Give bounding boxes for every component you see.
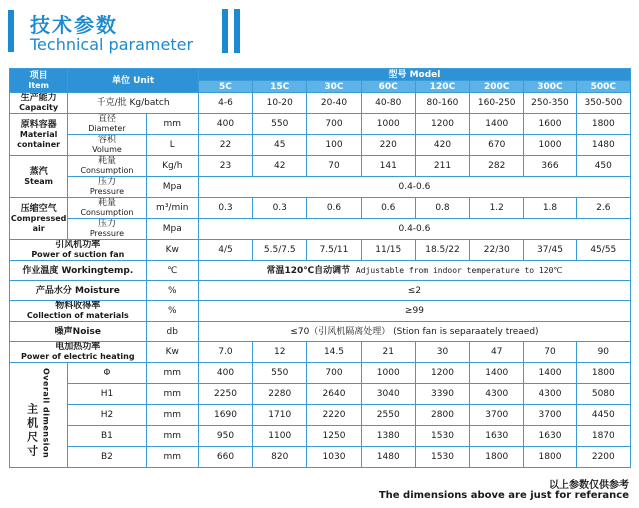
value-cell: 550 xyxy=(253,363,307,384)
noise-label: 噪声Noise xyxy=(10,322,147,342)
value-cell: 7.0 xyxy=(198,342,252,363)
value-cell: 160-250 xyxy=(470,93,524,114)
steam-pressure-row xyxy=(10,177,631,198)
unit-cell: % xyxy=(146,281,198,301)
value-cell: 10-20 xyxy=(253,93,307,114)
value-cell: 1800 xyxy=(576,114,630,135)
value-cell: 3040 xyxy=(361,384,415,405)
value-cell: 14.5 xyxy=(307,342,361,363)
value-cell: 11/15 xyxy=(361,240,415,261)
value-cell: 2200 xyxy=(576,447,630,468)
unit-cell: db xyxy=(146,322,198,342)
value-cell: 550 xyxy=(253,114,307,135)
value-cell: 1030 xyxy=(307,447,361,468)
value-cell: 5080 xyxy=(576,384,630,405)
value-cell: ≤2 xyxy=(198,281,630,301)
value-cell: 40-80 xyxy=(361,93,415,114)
dimension-name: B1 xyxy=(68,426,146,447)
dimension-name: Φ xyxy=(68,363,146,384)
value-cell: 20-40 xyxy=(307,93,361,114)
model-name: 200C xyxy=(470,81,524,93)
electric-heating-label: 电加热功率 Power of electric heating xyxy=(10,342,147,363)
pressure-label: 压力 Pressure xyxy=(68,219,146,240)
dimension-row xyxy=(10,426,631,447)
moisture-label: 产品水分 Moisture xyxy=(10,281,147,301)
value-cell: 1630 xyxy=(524,426,576,447)
model-name: 120C xyxy=(415,81,469,93)
model-name: 15C xyxy=(253,81,307,93)
value-cell: 1480 xyxy=(576,135,630,156)
value-cell: 420 xyxy=(415,135,469,156)
value-cell: 1000 xyxy=(524,135,576,156)
unit-cell: Kw xyxy=(146,342,198,363)
value-cell: 2250 xyxy=(198,384,252,405)
value-cell: 1200 xyxy=(415,114,469,135)
moisture-row xyxy=(10,281,631,301)
value-cell: 700 xyxy=(307,363,361,384)
value-cell: 1400 xyxy=(470,363,524,384)
value-cell: 950 xyxy=(198,426,252,447)
value-cell: 366 xyxy=(524,156,576,177)
value-cell: 42 xyxy=(253,156,307,177)
value-cell: 4-6 xyxy=(198,93,252,114)
value-cell: 1250 xyxy=(307,426,361,447)
volume-row xyxy=(10,135,631,156)
dimension-name: H1 xyxy=(68,384,146,405)
value-cell: 700 xyxy=(307,114,361,135)
value-cell: 1600 xyxy=(524,114,576,135)
value-cell: 1870 xyxy=(576,426,630,447)
value-cell: 250-350 xyxy=(524,93,576,114)
working-temp-row xyxy=(10,261,631,281)
value-cell: ≥99 xyxy=(198,301,630,322)
model-name: 500C xyxy=(576,81,630,93)
value-cell: 100 xyxy=(307,135,361,156)
footer-note-en: The dimensions above are just for referance xyxy=(378,490,629,501)
value-cell: 4300 xyxy=(470,384,524,405)
suction-fan-row xyxy=(10,240,631,261)
value-cell: 1710 xyxy=(253,405,307,426)
value-cell: 3700 xyxy=(470,405,524,426)
model-name: 60C xyxy=(361,81,415,93)
unit-cell: mm xyxy=(146,384,198,405)
value-cell: 45/55 xyxy=(576,240,630,261)
unit-cell: mm xyxy=(146,363,198,384)
value-cell: 2220 xyxy=(307,405,361,426)
capacity-label: 生产能力 Capacity xyxy=(10,93,68,114)
value-cell: 1400 xyxy=(470,114,524,135)
unit-cell: m³/min xyxy=(146,198,198,219)
value-cell: 0.3 xyxy=(198,198,252,219)
consumption-label: 耗量 Consumption xyxy=(68,156,146,177)
value-cell: 1400 xyxy=(524,363,576,384)
dimension-row xyxy=(10,363,631,384)
value-cell: 0.4-0.6 xyxy=(198,177,630,198)
electric-heating-row xyxy=(10,342,631,363)
value-cell: 1630 xyxy=(470,426,524,447)
value-cell: 211 xyxy=(415,156,469,177)
unit-cell: mm xyxy=(146,447,198,468)
unit-cell: mm xyxy=(146,114,198,135)
value-cell: 2800 xyxy=(415,405,469,426)
value-cell: 4300 xyxy=(524,384,576,405)
value-cell: 2.6 xyxy=(576,198,630,219)
page-header xyxy=(0,0,639,64)
value-cell: 47 xyxy=(470,342,524,363)
collection-row xyxy=(10,301,631,322)
value-cell: 4/5 xyxy=(198,240,252,261)
item-header-cell: 项目 Item xyxy=(10,69,68,93)
value-cell: 18.5/22 xyxy=(415,240,469,261)
model-name: 5C xyxy=(198,81,252,93)
value-cell: 70 xyxy=(524,342,576,363)
value-cell: 660 xyxy=(198,447,252,468)
value-cell: 400 xyxy=(198,114,252,135)
page-title-en: Technical parameter xyxy=(30,35,194,54)
material-container-label: 原料容器 Material container xyxy=(10,114,68,156)
value-cell: 0.8 xyxy=(415,198,469,219)
air-consumption-row xyxy=(10,198,631,219)
working-temp-label: 作业温度 Workingtemp. xyxy=(10,261,147,281)
value-cell: 5.5/7.5 xyxy=(253,240,307,261)
value-cell: 7.5/11 xyxy=(307,240,361,261)
unit-cell: % xyxy=(146,301,198,322)
value-cell: 1690 xyxy=(198,405,252,426)
noise-row xyxy=(10,322,631,342)
unit-cell: Mpa xyxy=(146,219,198,240)
unit-cell: Kw xyxy=(146,240,198,261)
collection-label: 物料收得率 Collection of materials xyxy=(10,301,147,322)
dimension-name: B2 xyxy=(68,447,146,468)
steam-consumption-row xyxy=(10,156,631,177)
value-cell: 350-500 xyxy=(576,93,630,114)
unit-cell: mm xyxy=(146,426,198,447)
value-cell: 220 xyxy=(361,135,415,156)
value-cell: 3390 xyxy=(415,384,469,405)
value-cell: 2550 xyxy=(361,405,415,426)
value-cell: 1800 xyxy=(576,363,630,384)
footer-note-cn: 以上参数仅供参考 xyxy=(549,480,629,491)
value-cell: 0.6 xyxy=(361,198,415,219)
unit-header-cell: 单位 Unit xyxy=(68,69,199,93)
steam-label: 蒸汽 Steam xyxy=(10,156,68,198)
unit-cell: Mpa xyxy=(146,177,198,198)
unit-cell: L xyxy=(146,135,198,156)
value-cell: 1380 xyxy=(361,426,415,447)
working-temp-value: 常温120℃自动调节 Adjustable from indoor temperature to 120℃ xyxy=(198,261,630,281)
dimension-name: H2 xyxy=(68,405,146,426)
value-cell: 2640 xyxy=(307,384,361,405)
value-cell: 1200 xyxy=(415,363,469,384)
compressed-air-label: 压缩空气 Compressed air xyxy=(10,198,68,240)
dimension-row xyxy=(10,447,631,468)
value-cell: 0.6 xyxy=(307,198,361,219)
value-cell: 22/30 xyxy=(470,240,524,261)
value-cell: 80-160 xyxy=(415,93,469,114)
model-name: 30C xyxy=(307,81,361,93)
diameter-label: 直径 Diameter xyxy=(68,114,146,135)
value-cell: 1.2 xyxy=(470,198,524,219)
value-cell: 1800 xyxy=(470,447,524,468)
value-cell: 450 xyxy=(576,156,630,177)
header-row xyxy=(10,69,631,81)
value-cell: 21 xyxy=(361,342,415,363)
accent-bar xyxy=(8,10,14,52)
value-cell: 23 xyxy=(198,156,252,177)
value-cell: 90 xyxy=(576,342,630,363)
value-cell: 1800 xyxy=(524,447,576,468)
value-cell: 1530 xyxy=(415,447,469,468)
value-cell: 30 xyxy=(415,342,469,363)
diameter-row xyxy=(10,114,631,135)
suction-fan-label: 引风机功率 Power of suction fan xyxy=(10,240,147,261)
value-cell: 141 xyxy=(361,156,415,177)
model-name: 300C xyxy=(524,81,576,93)
value-cell: 70 xyxy=(307,156,361,177)
value-cell: 22 xyxy=(198,135,252,156)
value-cell: 670 xyxy=(470,135,524,156)
unit-cell: Kg/h xyxy=(146,156,198,177)
value-cell: 820 xyxy=(253,447,307,468)
unit-cell: mm xyxy=(146,405,198,426)
page-title-cn: 技术参数 xyxy=(30,13,118,37)
value-cell: 0.4-0.6 xyxy=(198,219,630,240)
spec-table xyxy=(9,68,631,468)
value-cell: 2280 xyxy=(253,384,307,405)
value-cell: 3700 xyxy=(524,405,576,426)
model-header-cell: 型号 Model xyxy=(198,69,630,81)
value-cell: ≤70（引风机隔离处理） (Stion fan is separaately treaed) xyxy=(198,322,630,342)
capacity-unit: 千克/批 Kg/batch xyxy=(68,93,199,114)
value-cell: 37/45 xyxy=(524,240,576,261)
value-cell: 1530 xyxy=(415,426,469,447)
capacity-row xyxy=(10,93,631,114)
air-pressure-row xyxy=(10,219,631,240)
value-cell: 1000 xyxy=(361,114,415,135)
dimension-row xyxy=(10,405,631,426)
consumption-label: 耗量 Consumption xyxy=(68,198,146,219)
value-cell: 45 xyxy=(253,135,307,156)
value-cell: 1.8 xyxy=(524,198,576,219)
value-cell: 1480 xyxy=(361,447,415,468)
value-cell: 400 xyxy=(198,363,252,384)
volume-label: 容积 Volume xyxy=(68,135,146,156)
value-cell: 1000 xyxy=(361,363,415,384)
value-cell: 12 xyxy=(253,342,307,363)
value-cell: 0.3 xyxy=(253,198,307,219)
pressure-label: 压力 Pressure xyxy=(68,177,146,198)
value-cell: 282 xyxy=(470,156,524,177)
dimension-row xyxy=(10,384,631,405)
value-cell: 1100 xyxy=(253,426,307,447)
unit-cell: ℃ xyxy=(146,261,198,281)
overall-dimension-label: 主机尺寸 Overall dimension xyxy=(10,363,68,468)
value-cell: 4450 xyxy=(576,405,630,426)
